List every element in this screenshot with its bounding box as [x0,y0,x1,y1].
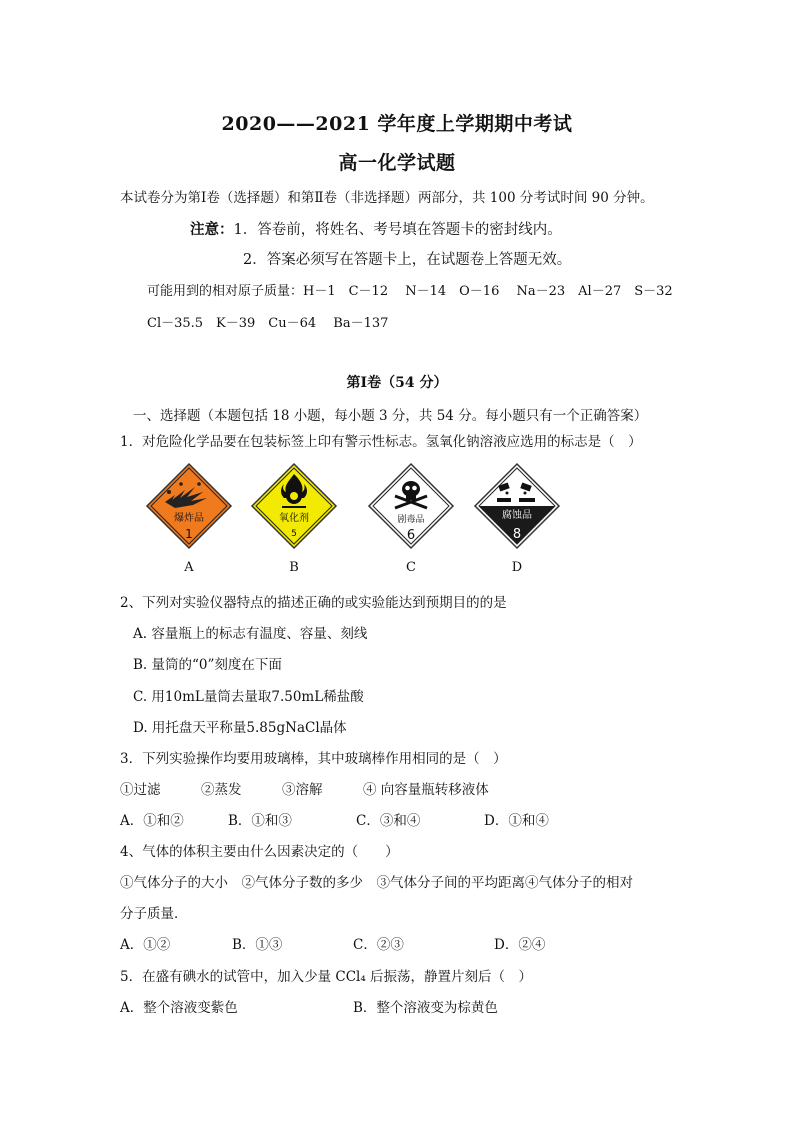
section-1-instructions: 一、选择题（本题包括 18 小题，每小题 3 分，共 54 分。每小题只有一个正确答案） [133,408,648,424]
toxic-hazard-sign [367,462,455,550]
oxidizer-hazard-sign [250,462,338,550]
question-3-option-d: D．①和④ [484,813,549,829]
exam-subtitle: 高一化学试题 [338,152,456,174]
notice-1 [190,218,562,239]
sign-a-number: 1 [185,527,193,541]
exam-title: 2020——2021 学年度上学期期中考试 [221,113,573,135]
question-3-items: ①过滤 ②蒸发 ③溶解 ④ 向容量瓶转移液体 [120,782,489,798]
exam-intro: 本试卷分为第Ⅰ卷（选择题）和第Ⅱ卷（非选择题）两部分，共 100 分考试时间 90 分钟。 [120,190,654,206]
explosive-hazard-sign [145,462,233,550]
notice-2: 2．答案必须写在答题卡上，在试题卷上答题无效。 [243,252,572,268]
question-1-stem: 1．对危险化学品要在包装标签上印有警示性标志。氢氧化钠溶液应选用的标志是（ ） [120,434,642,450]
sign-a-text: 爆炸品 [174,513,204,524]
sign-b-number: 5 [291,529,297,539]
notice-label: 注意： [190,221,234,238]
atomic-mass-line-2: Cl－35.5 K－39 Cu－64 Ba－137 [147,316,389,331]
question-3-option-b: B．①和③ [228,813,292,829]
question-5-option-b: B．整个溶液变为棕黄色 [353,1000,498,1016]
question-4-option-c: C．②③ [353,937,404,953]
question-2-option-b: B. 量筒的“0”刻度在下面 [133,657,282,673]
question-4-items-line-2: 分子质量． [120,906,188,922]
sign-c-label: C [406,560,416,575]
question-3-stem: 3．下列实验操作均要用玻璃棒，其中玻璃棒作用相同的是（ ） [120,751,507,767]
question-3-option-a: A．①和② [120,813,184,829]
question-2-option-a: A. 容量瓶上的标志有温度、容量、刻线 [133,626,368,642]
sign-d-text: 腐蚀品 [502,510,532,521]
sign-c-number: 6 [406,528,416,543]
sign-d-number: 8 [512,527,522,542]
notice-1-text: 1．答卷前，将姓名、考号填在答题卡的密封线内。 [233,222,562,238]
section-1-title: 第Ⅰ卷（54 分） [346,375,448,391]
question-4-option-b: B．①③ [232,937,283,953]
sign-a-label: A [184,560,194,575]
question-4-option-d: D．②④ [494,937,546,953]
question-4-option-a: A．①② [120,937,171,953]
sign-c-text: 剧毒品 [397,515,425,525]
question-5-option-a: A．整个溶液变紫色 [120,1000,238,1016]
question-2-option-c: C. 用10mL量筒去量取7.50mL稀盐酸 [133,689,364,705]
question-3-option-c: C．③和④ [356,813,421,829]
question-4-items-line-1: ①气体分子的大小 ②气体分子数的多少 ③气体分子间的平均距离④气体分子的相对 [120,875,633,891]
sign-b-text: 氧化剂 [279,513,309,524]
sign-d-label: D [511,560,523,575]
corrosive-hazard-sign [473,462,561,550]
sign-b-label: B [289,560,299,575]
atomic-mass-line-1: 可能用到的相对原子质量：H－1 C－12 N－14 O－16 Na－23 Al－27 S－32 [147,284,673,299]
question-2-stem: 2、下列对实验仪器特点的描述正确的或实验能达到预期目的的是 [120,595,507,611]
question-5-stem: 5．在盛有碘水的试管中，加入少量 CCl₄ 后振荡，静置片刻后（ ） [120,969,533,985]
question-2-option-d: D. 用托盘天平称量5.85gNaCl晶体 [133,720,347,736]
question-4-stem: 4、气体的体积主要由什么因素决定的（ ） [120,844,399,860]
